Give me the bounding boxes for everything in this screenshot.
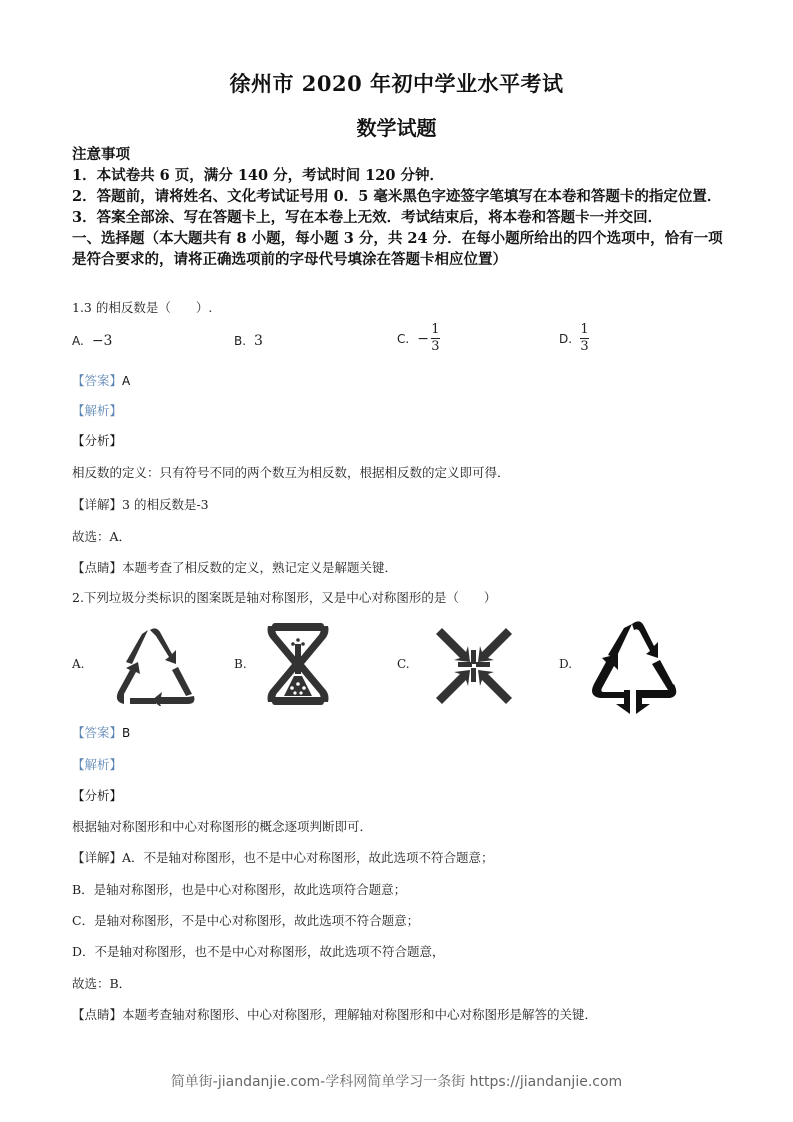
q1-detail: [72, 495, 209, 513]
notes-heading: 注意事项: [72, 146, 130, 163]
note-item-3: 3．答案全部涂、写在答题卡上，写在本卷上无效．考试结束后，将本卷和答题卡一并交回．: [72, 209, 663, 226]
numerator: 1: [431, 322, 440, 337]
answer-value: A: [122, 374, 131, 388]
q1-analysis-tag: [72, 401, 122, 419]
exam-notes: [72, 144, 732, 270]
q1-comment: [72, 558, 397, 576]
footer-watermark: 简单街-jiandanjie.com-学科网简单学习一条街 https://jiandanjie.com: [170, 1074, 623, 1090]
fenxi-tag: 【分析】: [72, 788, 123, 803]
q1-fenxi: 相反数的定义：只有符号不同的两个数互为相反数，根据相反数的定义即可得．: [72, 465, 510, 480]
answer-tag: 【答案】: [72, 373, 123, 388]
comment-tag: 【点睛】: [72, 1007, 123, 1022]
minus-sign: −: [417, 330, 429, 347]
q1-option-d: [559, 323, 589, 354]
q1-fenxi-tag: [72, 431, 122, 449]
q2-option-a-label: A.: [72, 657, 85, 671]
fenxi-tag: 【分析】: [72, 433, 123, 448]
comment-tag: 【点睛】: [72, 560, 123, 575]
option-label: D.: [559, 331, 573, 346]
q2-detail-d: D．不是轴对称图形，也不是中心对称图形，故此选项不符合题意，: [72, 944, 445, 959]
q1-option-c: [397, 323, 440, 354]
q2-detail-c: C．是轴对称图形，不是中心对称图形，故此选项不符合题意；: [72, 913, 420, 928]
q1-choose: 故选：A．: [72, 529, 132, 544]
q2-analysis-tag: [72, 755, 122, 773]
option-value: −3: [91, 333, 113, 349]
q1-option-b: [234, 333, 263, 349]
note-item-1: 1．本试卷共 6 页，满分 140 分，考试时间 120 分钟．: [72, 167, 444, 184]
hourglass-flask-icon: [262, 620, 334, 708]
analysis-tag: 【解析】: [72, 403, 123, 418]
comment-text: 本题考查了相反数的定义，熟记定义是解题关键．: [122, 560, 398, 575]
q2-option-c-label: C.: [397, 657, 410, 671]
detail-text: 3 的相反数是-3: [122, 497, 209, 512]
option-label: C.: [397, 331, 410, 346]
numerator: 1: [580, 322, 589, 337]
detail-tag: 【详解】: [72, 850, 123, 865]
q2-option-b-label: B.: [234, 657, 247, 671]
option-value: 3: [254, 333, 263, 349]
analysis-tag: 【解析】: [72, 757, 123, 772]
q2-detail-b: B．是轴对称图形，也是中心对称图形，故此选项符合题意；: [72, 882, 407, 897]
q2-detail-a: [72, 848, 494, 866]
answer-tag: 【答案】: [72, 725, 123, 740]
q2-fenxi: 根据轴对称图形和中心对称图形的概念逐项判断即可．: [72, 819, 373, 834]
exam-subtitle: 数学试题: [356, 116, 437, 140]
q2-comment: [72, 1005, 597, 1023]
fraction: [431, 323, 440, 354]
denominator: 3: [580, 339, 589, 354]
q2-choose: 故选：B．: [72, 976, 132, 991]
recycle-arrows-down-icon: [588, 618, 678, 714]
detail-text: A．不是轴对称图形，也不是中心对称图形，故此选项不符合题意；: [122, 850, 494, 865]
q2-answer: [72, 723, 130, 741]
option-label: A.: [72, 334, 84, 348]
comment-text: 本题考查轴对称图形、中心对称图形，理解轴对称图形和中心对称图形是解答的关键．: [122, 1007, 598, 1022]
q2-fenxi-tag: [72, 786, 122, 804]
q1-stem: 1.3 的相反数是（ ）.: [72, 300, 213, 315]
detail-tag: 【详解】: [72, 497, 123, 512]
four-arrows-inward-icon: [432, 624, 516, 708]
q1-answer: [72, 371, 130, 389]
q2-stem: 2.下列垃圾分类标识的图案既是轴对称图形，又是中心对称图形的是（ ）: [72, 590, 497, 605]
q2-option-d-label: D.: [559, 657, 573, 671]
answer-value: B: [122, 726, 131, 740]
section-instructions: 一、选择题（本大题共有 8 小题，每小题 3 分，共 24 分．在每小题所给出的四个选项中，恰有一项是符合要求的，请将正确选项前的字母代号填涂在答题卡相应位置）: [72, 230, 723, 268]
note-item-2: 2．答题前，请将姓名、文化考试证号用 0．5 毫米黑色字迹签字笔填写在本卷和答题卡的指定位置．: [72, 188, 722, 205]
q1-option-a: [72, 333, 112, 349]
recycle-triangle-icon: [110, 622, 200, 706]
fraction: [580, 323, 589, 354]
exam-title: 徐州市 2020 年初中学业水平考试: [229, 71, 564, 96]
option-label: B.: [234, 334, 247, 348]
denominator: 3: [431, 339, 440, 354]
